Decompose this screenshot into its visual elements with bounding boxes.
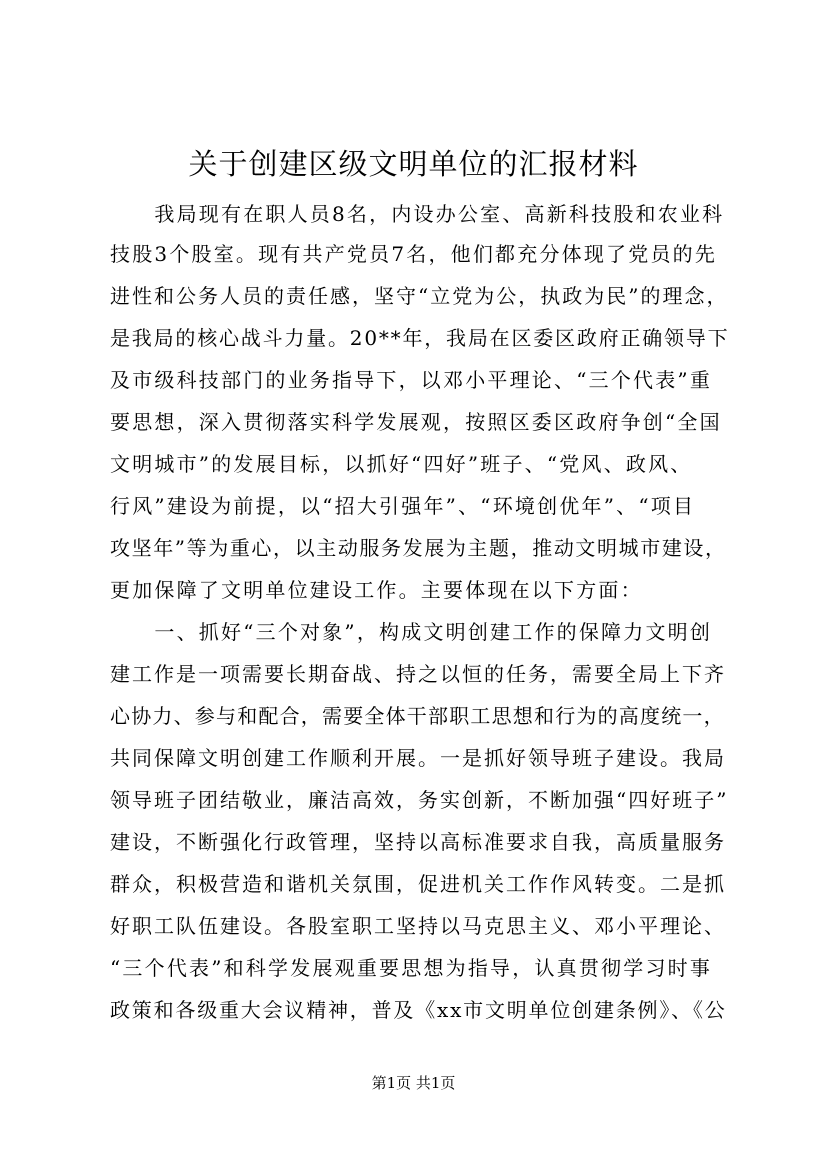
body-line: 好职工队伍建设。各股室职工坚持以马克思主义、邓小平理论、	[110, 914, 726, 938]
body-line: 共同保障文明创建工作顺利开展。一是抓好领导班子建设。我局	[110, 746, 726, 770]
body-line: 攻坚年”等为重心，以主动服务发展为主题，推动文明城市建设，	[110, 536, 727, 560]
document-title: 关于创建区级文明单位的汇报材料	[188, 147, 639, 181]
body-line: 更加保障了文明单位建设工作。主要体现在以下方面：	[110, 578, 643, 602]
body-line: 政策和各级重大会议精神，普及《xx市文明单位创建条例》、《公	[110, 998, 727, 1022]
body-line: 一、抓好“三个对象”，构成文明创建工作的保障力文明创	[110, 620, 713, 644]
body-line: 及市级科技部门的业务指导下，以邓小平理论、“三个代表”重	[110, 368, 713, 392]
body-line: 文明城市”的发展目标，以抓好“四好”班子、“党风、政风、	[110, 452, 693, 476]
body-line: 领导班子团结敬业，廉洁高效，务实创新，不断加强“四好班子”	[110, 788, 729, 812]
body-line: 是我局的核心战斗力量。20**年，我局在区委区政府正确领导下	[110, 326, 730, 350]
body-line: 建工作是一项需要长期奋战、持之以恒的任务，需要全局上下齐	[110, 662, 726, 686]
body-line: 要思想，深入贯彻落实科学发展观，按照区委区政府争创“全国	[110, 410, 722, 434]
body-line: 我局现有在职人员8名，内设办公室、高新科技股和农业科	[110, 202, 725, 226]
body-line: 进性和公务人员的责任感，坚守“立党为公，执政为民”的理念，	[110, 284, 729, 308]
page-number-footer: 第1页 共1页	[371, 1074, 456, 1092]
body-line: 群众，积极营造和谐机关氛围，促进机关工作作风转变。二是抓	[110, 872, 726, 896]
body-line: 行风”建设为前提，以“招大引强年”、“环境创优年”、“项目	[110, 494, 696, 518]
body-line: “三个代表”和科学发展观重要思想为指导，认真贯彻学习时事	[110, 956, 713, 980]
body-line: 技股3个股室。现有共产党员7名，他们都充分体现了党员的先	[110, 242, 718, 266]
body-line: 心协力、参与和配合，需要全体干部职工思想和行为的高度统一，	[110, 704, 725, 728]
body-line: 建设，不断强化行政管理，坚持以高标准要求自我，高质量服务	[110, 830, 726, 854]
